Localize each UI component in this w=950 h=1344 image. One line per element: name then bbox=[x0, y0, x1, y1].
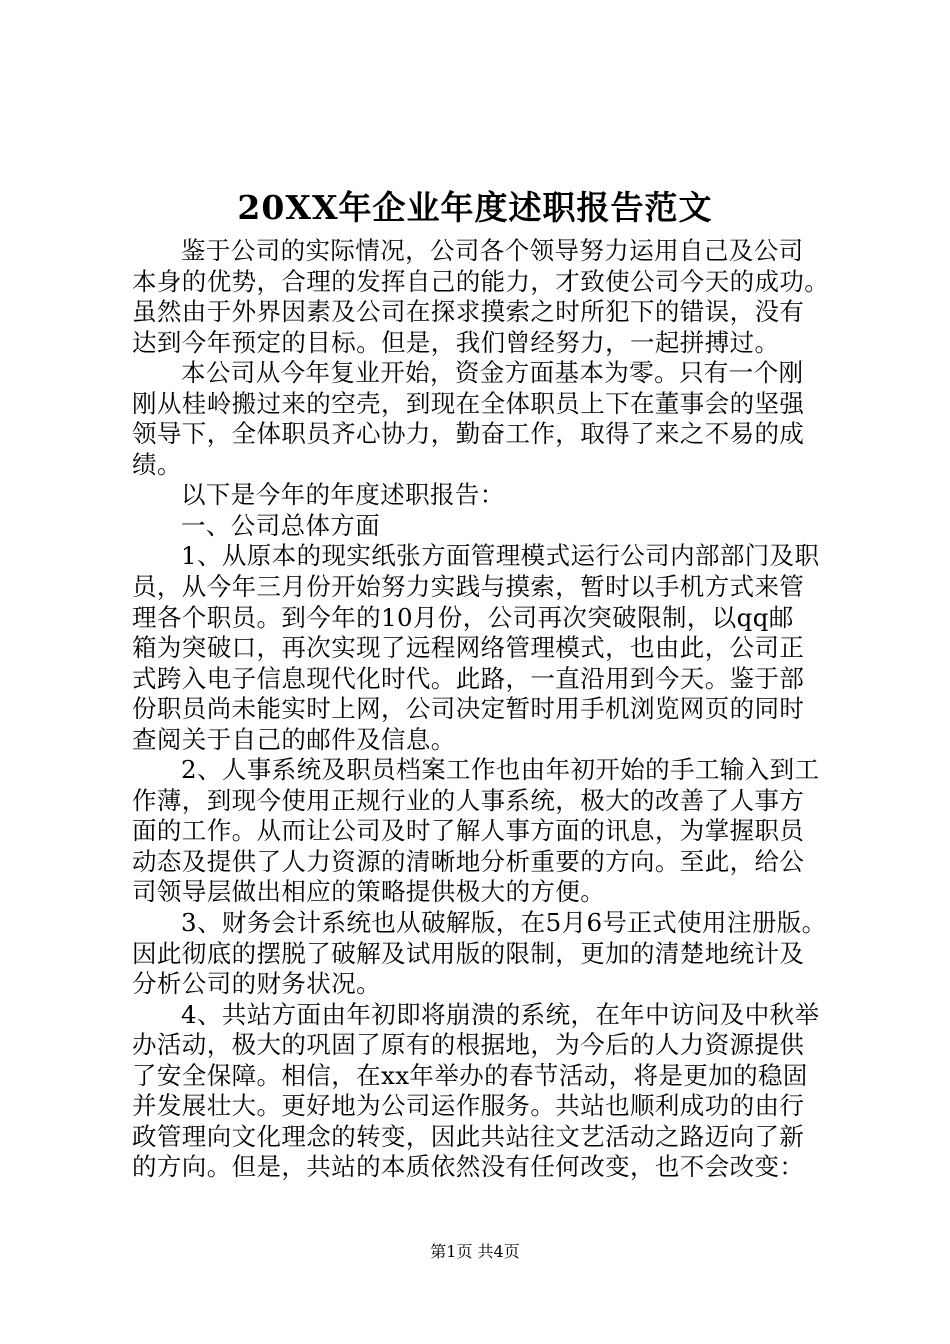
body-line: 2、人事系统及职员档案工作也由年初开始的手工输入到工 bbox=[181, 755, 820, 785]
body-line: 查阅关于自己的邮件及信息。 bbox=[132, 724, 456, 754]
body-line: 一、公司总体方面 bbox=[181, 510, 381, 540]
body-line: 1、从原本的现实纸张方面管理模式运行公司内部部门及职 bbox=[181, 541, 820, 571]
body-line: 4、共站方面由年初即将崩溃的系统，在年中访问及中秋举 bbox=[181, 999, 820, 1029]
body-line: 的方向。但是，共站的本质依然没有任何改变，也不会改变： bbox=[132, 1152, 805, 1182]
body-line: 3、财务会计系统也从破解版，在5月6号正式使用注册版。 bbox=[181, 908, 827, 938]
body-line: 面的工作。从而让公司及时了解人事方面的讯息，为掌握职员 bbox=[132, 816, 805, 846]
body-line: 以下是今年的年度述职报告： bbox=[181, 480, 505, 510]
body-line: 鉴于公司的实际情况，公司各个领导努力运用自己及公司 bbox=[181, 236, 804, 265]
body-line: 箱为突破口，再次实现了远程网络管理模式，也由此，公司正 bbox=[132, 633, 805, 663]
body-line: 本公司从今年复业开始，资金方面基本为零。只有一个刚 bbox=[181, 358, 804, 388]
body-line: 绩。 bbox=[132, 449, 182, 479]
body-line: 司领导层做出相应的策略提供极大的方便。 bbox=[132, 877, 606, 907]
body-line: 刚从桂岭搬过来的空壳，到现在全体职员上下在董事会的坚强 bbox=[132, 388, 805, 418]
body-line: 办活动，极大的巩固了原有的根据地，为今后的人力资源提供 bbox=[132, 1030, 805, 1060]
body-line: 达到今年预定的目标。但是，我们曾经努力，一起拼搏过。 bbox=[132, 327, 780, 357]
body-line: 并发展壮大。更好地为公司运作服务。共站也顺利成功的由行 bbox=[132, 1091, 805, 1121]
body-line: 虽然由于外界因素及公司在探求摸索之时所犯下的错误，没有 bbox=[132, 297, 805, 327]
body-line: 理各个职员。到今年的10月份，公司再次突破限制，以qq邮 bbox=[132, 602, 794, 632]
document-body bbox=[132, 236, 832, 1183]
body-line: 了安全保障。相信，在xx年举办的春节活动，将是更加的稳固 bbox=[132, 1060, 808, 1090]
body-line: 作薄，到现今使用正规行业的人事系统，极大的改善了人事方 bbox=[132, 785, 805, 815]
body-line: 员，从今年三月份开始努力实践与摸索，暂时以手机方式来管 bbox=[132, 572, 805, 602]
body-line: 动态及提供了人力资源的清晰地分析重要的方向。至此，给公 bbox=[132, 846, 805, 876]
body-line: 政管理向文化理念的转变，因此共站往文艺活动之路迈向了新 bbox=[132, 1121, 805, 1151]
body-line: 本身的优势，合理的发挥自己的能力，才致使公司今天的成功。 bbox=[132, 266, 830, 296]
body-line: 式跨入电子信息现代化时代。此路，一直沿用到今天。鉴于部 bbox=[132, 663, 805, 693]
body-line: 领导下，全体职员齐心协力，勤奋工作，取得了来之不易的成 bbox=[132, 419, 805, 449]
page-footer: 第1页 共4页 bbox=[430, 1242, 520, 1261]
body-line: 因此彻底的摆脱了破解及试用版的限制，更加的清楚地统计及 bbox=[132, 938, 805, 968]
body-line: 份职员尚未能实时上网，公司决定暂时用手机浏览网页的同时 bbox=[132, 694, 805, 724]
document-title: 20XX年企业年度述职报告范文 bbox=[237, 188, 713, 227]
body-line: 分析公司的财务状况。 bbox=[132, 969, 381, 999]
